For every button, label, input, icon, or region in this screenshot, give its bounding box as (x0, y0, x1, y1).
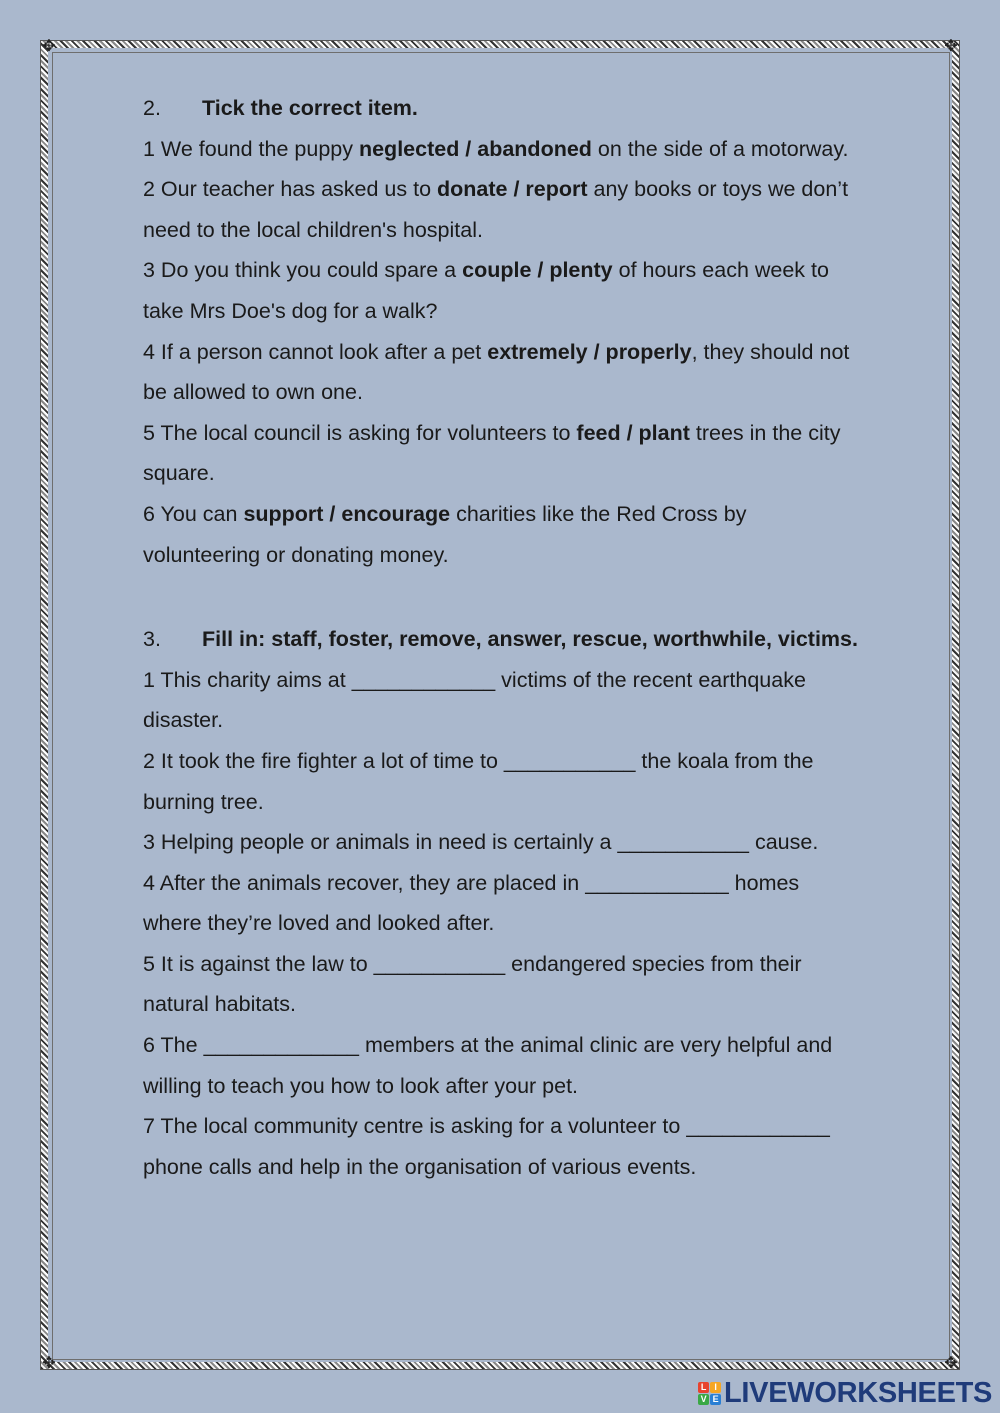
exercise-item: 6 You can support / encourage charities like the Red Cross by (143, 501, 747, 526)
answer-choice[interactable]: feed / plant (576, 420, 690, 445)
fill-in-item[interactable]: 5 It is against the law to ___________ endangered species from their (143, 951, 802, 976)
exercise-item-continuation: disaster. (143, 708, 224, 733)
exercise-item-continuation: burning tree. (143, 789, 264, 814)
corner-ornament-icon: ✥ (944, 1355, 958, 1372)
exercise-item: 2 Our teacher has asked us to donate / report any books or toys we don’t (143, 177, 849, 202)
answer-choice[interactable]: support / encourage (243, 501, 451, 526)
exercise-item-continuation: take Mrs Doe's dog for a walk? (143, 298, 438, 323)
section-title: Tick the correct item. (202, 96, 418, 120)
corner-ornament-icon: ✥ (944, 38, 958, 55)
exercise-item-continuation: be allowed to own one. (143, 380, 363, 405)
liveworksheets-logo (698, 1376, 992, 1410)
section-title: Fill in: staff, foster, remove, answer, rescue, worthwhile, victims. (202, 627, 858, 652)
exercise-item-continuation: willing to teach you how to look after your pet. (143, 1073, 579, 1098)
fill-in-item[interactable]: 6 The _____________ members at the animal clinic are very helpful and (143, 1033, 833, 1058)
exercise-item-continuation: natural habitats. (143, 992, 296, 1017)
exercise-item: 5 The local council is asking for volunteers to feed / plant trees in the city (143, 420, 841, 445)
corner-ornament-icon: ✥ (42, 1355, 56, 1372)
answer-choice[interactable]: extremely / properly (487, 339, 692, 364)
section-2-heading (143, 88, 933, 129)
exercise-item-continuation: square. (143, 461, 215, 486)
exercise-item: 4 If a person cannot look after a pet extremely / properly, they should not (143, 339, 850, 364)
section-number: 3. (143, 627, 161, 652)
corner-ornament-icon: ✥ (42, 38, 56, 55)
section-spacer (143, 575, 933, 619)
answer-choice[interactable]: donate / report (437, 177, 588, 202)
fill-in-item[interactable]: 3 Helping people or animals in need is certainly a ___________ cause. (143, 830, 819, 855)
answer-choice[interactable]: couple / plenty (462, 258, 613, 283)
section-3-heading (143, 619, 933, 660)
exercise-item: 1 We found the puppy neglected / abandoned on the side of a motorway. (143, 136, 849, 161)
exercise-item-continuation: phone calls and help in the organisation of various events. (143, 1154, 697, 1179)
logo-mark-icon: L I V E (698, 1382, 721, 1405)
exercise-item-continuation: need to the local children's hospital. (143, 217, 483, 242)
section-number: 2. (143, 96, 161, 120)
exercise-item-continuation: where they’re loved and looked after. (143, 911, 495, 936)
answer-choice[interactable]: neglected / abandoned (358, 136, 592, 161)
fill-in-item[interactable]: 1 This charity aims at ____________ victims of the recent earthquake (143, 667, 806, 692)
exercise-item: 3 Do you think you could spare a couple / plenty of hours each week to (143, 258, 829, 283)
exercise-item-continuation: volunteering or donating money. (143, 542, 449, 567)
fill-in-item[interactable]: 4 After the animals recover, they are placed in ____________ homes (143, 870, 800, 895)
fill-in-item[interactable]: 7 The local community centre is asking for a volunteer to ____________ (143, 1114, 830, 1139)
worksheet-content (143, 88, 933, 1187)
fill-in-item[interactable]: 2 It took the fire fighter a lot of time to ___________ the koala from the (143, 748, 814, 773)
logo-text: LIVEWORKSHEETS (724, 1376, 993, 1409)
